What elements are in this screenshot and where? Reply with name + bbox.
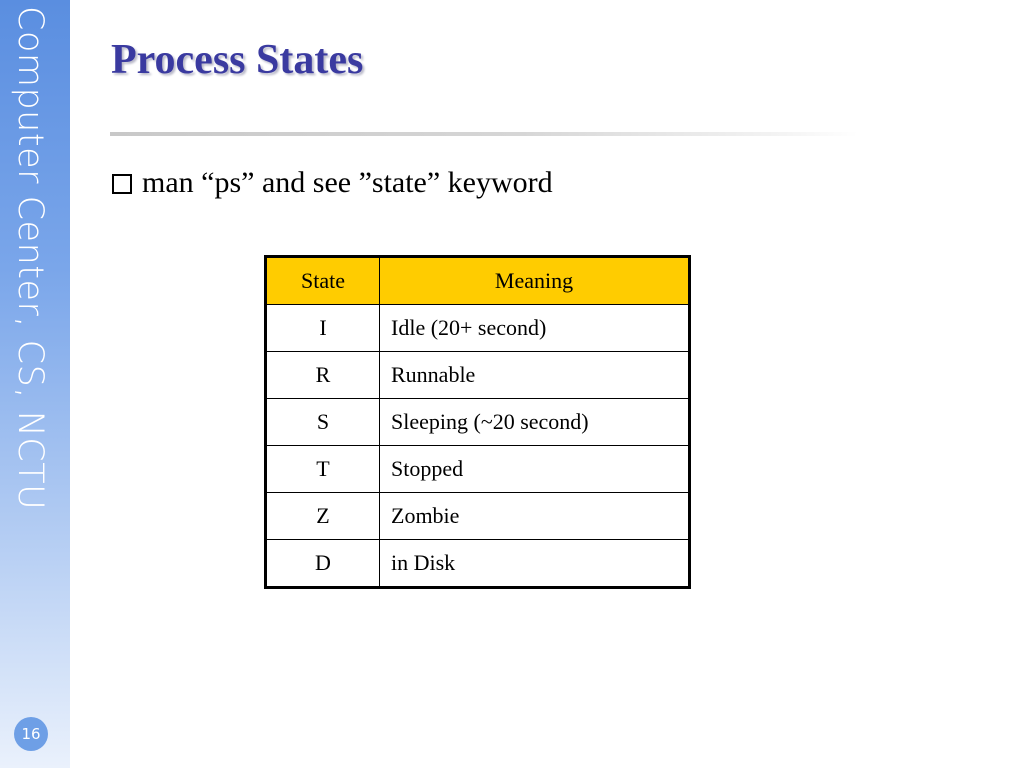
bullet-text: man “ps” and see ”state” keyword	[142, 166, 553, 199]
state-cell: S	[266, 399, 380, 446]
meaning-cell: Runnable	[380, 352, 690, 399]
sidebar	[0, 0, 70, 768]
table-row	[266, 540, 690, 588]
table-row	[266, 352, 690, 399]
meaning-cell: Idle (20+ second)	[380, 305, 690, 352]
slide-title: Process States	[111, 37, 364, 83]
title-divider	[110, 132, 858, 136]
page-number-badge: 16	[14, 717, 48, 751]
meaning-cell: Stopped	[380, 446, 690, 493]
meaning-cell: Sleeping (~20 second)	[380, 399, 690, 446]
header-state: State	[266, 257, 380, 305]
state-cell: T	[266, 446, 380, 493]
table-row	[266, 493, 690, 540]
process-state-table	[264, 255, 691, 589]
table-row	[266, 305, 690, 352]
sidebar-org-label: Computer Center, CS, NCTU	[10, 6, 50, 511]
state-cell: I	[266, 305, 380, 352]
meaning-cell: in Disk	[380, 540, 690, 588]
state-cell: Z	[266, 493, 380, 540]
table-header-row	[266, 257, 690, 305]
table-row	[266, 446, 690, 493]
header-meaning: Meaning	[380, 257, 690, 305]
bullet-item	[112, 166, 553, 200]
meaning-cell: Zombie	[380, 493, 690, 540]
state-cell: D	[266, 540, 380, 588]
state-cell: R	[266, 352, 380, 399]
table-row	[266, 399, 690, 446]
checkbox-bullet-icon	[112, 174, 132, 194]
